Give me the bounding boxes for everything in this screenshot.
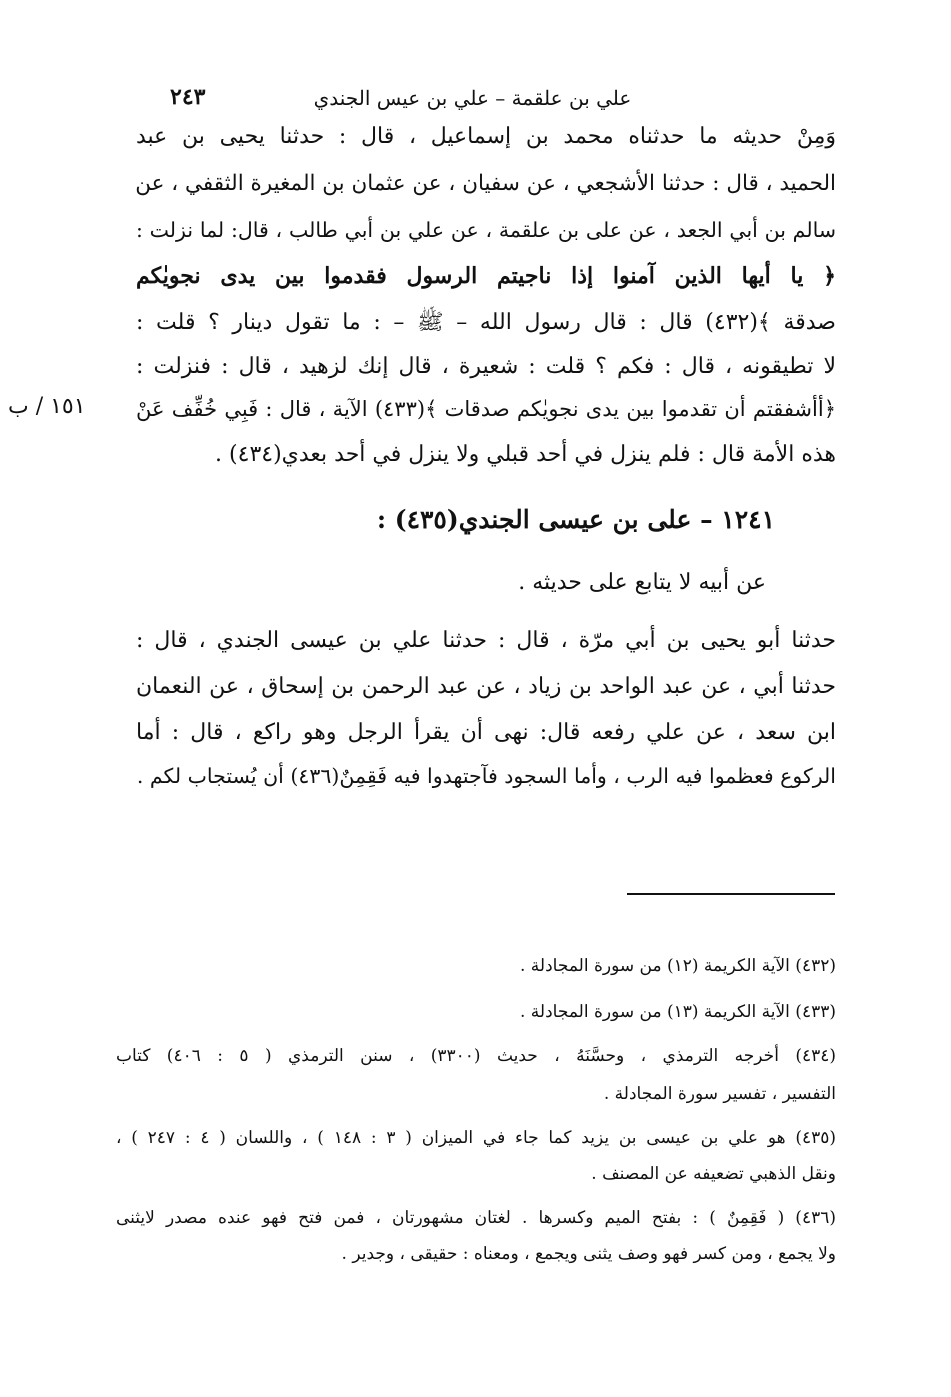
margin-note: ١٥١ / ب (8, 394, 86, 419)
body-line-3: سالم بن أبي الجعد ، عن على بن علقمة ، عن علي بن أبي طالب ، قال: لما نزلت : (136, 218, 836, 242)
entry-line-2: حدثنا أبي ، عن عبد الواحد بن زياد ، عن عبد الرحمن بن إسحاق ، عن النعمان (136, 674, 836, 699)
footnote-434-continued: التفسير ، تفسير سورة المجادلة . (603, 1084, 836, 1104)
entry-line-3: ابن سعد ، عن علي رفعه قال: نهى أن يقرأ الرجل وهو راكع ، قال : أما (136, 720, 836, 745)
quran-verse-line-2: ﴿أأشفقتم أن تقدموا بين يدى نجويٰكم صدقات ﴾(٤٣٣) الآية ، قال : فَبِي خُفِّف عَنْ (136, 397, 837, 421)
entry-intro: عن أبيه لا يتابع على حديثه . (518, 570, 766, 595)
entry-line-4: الركوع فعظموا فيه الرب ، وأما السجود فآجتهدوا فيه فَقِمِنٌ(٤٣٦) أن يُستجاب لكم . (136, 764, 836, 788)
footnote-435: (٤٣٥) هو علي بن عيسى بن يزيد كما جاء في الميزان ( ٣ : ١٤٨ ) ، واللسان ( ٤ : ٢٤٧ ) ، (116, 1128, 837, 1148)
footnote-436-continued: ولا يجمع ، ومن كسر فهو وصف يثنى ويجمع ، ومعناه : حقيقى ، وجدير . (341, 1244, 836, 1264)
quran-verse-line-1: ﴿ يا أيها الذين آمنوا إذا ناجيتم الرسول فقدموا بين يدى نجويٰكم (136, 263, 836, 289)
page-number: ٢٤٣ (170, 84, 206, 110)
footnote-435-continued: ونقل الذهبي تضعيفه عن المصنف . (591, 1164, 836, 1184)
entry-line-1: حدثنا أبو يحيى بن أبي مرّة ، قال : حدثنا علي بن عيسى الجندي ، قال : (136, 628, 836, 653)
running-title: علي بن علقمة – علي بن عيس الجندي (313, 86, 632, 110)
body-line-1: وَمِنْ حديثه ما حدثناه محمد بن إسماعيل ، قال : حدثنا يحيى بن عبد (136, 124, 836, 149)
footnote-434: (٤٣٤) أخرجه الترمذي ، وحسَّنَهُ ، حديث (٣٣٠٠) ، سنن الترمذي ( ٥ : ٤٠٦) كتاب (116, 1046, 836, 1066)
footnote-436: (٤٣٦) ( فَقِمِنٌ ) : بفتح الميم وكسرها . لغتان مشهورتان ، فمن فتح فهو عنده مصدر لايثنى (116, 1208, 836, 1228)
body-line-6: لا تطيقونه ، قال : فكم ؟ قلت : شعيرة ، قال إنك لزهيد ، قال : فنزلت : (136, 354, 836, 379)
footnote-433: (٤٣٣) الآية الكريمة (١٣) من سورة المجادلة . (520, 1002, 836, 1022)
footnote-divider (627, 893, 835, 895)
body-line-8: هذه الأمة قال : فلم ينزل في أحد قبلي ولا ينزل في أحد بعدي(٤٣٤) . (215, 442, 836, 467)
body-line-5: صدقة ﴾(٤٣٢) قال : قال رسول الله – ﷺ – : ما تقول دينار ؟ قلت : (136, 310, 836, 335)
body-line-2: الحميد ، قال : حدثنا الأشجعي ، عن سفيان ، عن عثمان بن المغيرة الثقفي ، عن (135, 171, 836, 196)
entry-heading: ١٢٤١ – على بن عيسى الجندي(٤٣٥) : (376, 505, 775, 534)
footnote-432: (٤٣٢) الآية الكريمة (١٢) من سورة المجادلة . (520, 956, 836, 976)
